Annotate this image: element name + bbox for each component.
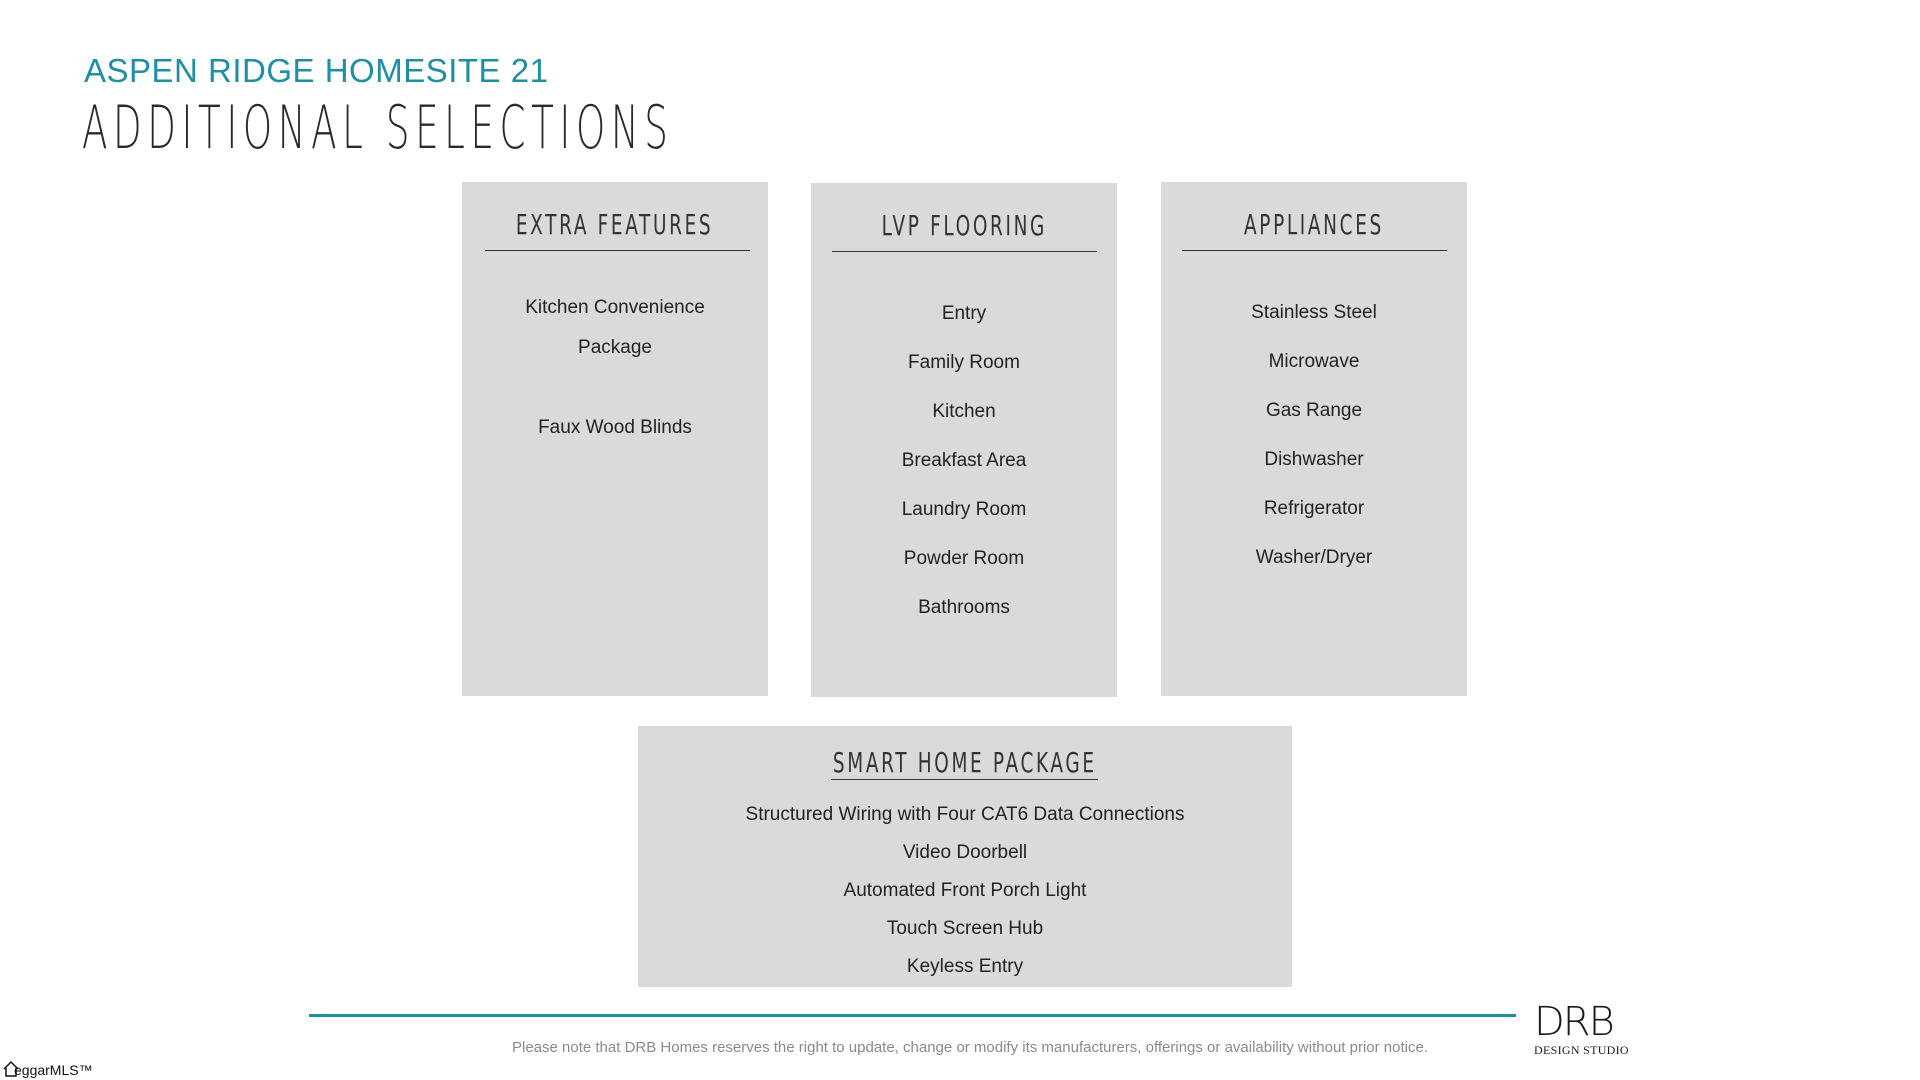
- list-item: Refrigerator: [1263, 498, 1365, 519]
- list-item: Stainless Steel: [1251, 302, 1377, 323]
- lvp-flooring-panel: [811, 183, 1117, 697]
- list-item: Kitchen: [932, 401, 996, 422]
- logo-subtitle: DESIGN STUDIO: [1534, 1043, 1629, 1057]
- homesite-subtitle: ASPEN RIDGE HOMESITE 21: [84, 52, 549, 89]
- list-item: Bathrooms: [918, 597, 1010, 618]
- lvp-flooring-title: LVP FLOORING: [881, 209, 1047, 242]
- appliances-list: [1161, 288, 1467, 582]
- smart-home-divider: [831, 779, 1098, 780]
- drb-design-studio-logo: [1530, 1001, 1630, 1059]
- extra-features-list: [462, 288, 768, 448]
- appliances-title: APPLIANCES: [1244, 208, 1384, 241]
- list-item: Washer/Dryer: [1255, 547, 1373, 568]
- list-item: Microwave: [1268, 351, 1360, 372]
- list-item: Laundry Room: [901, 499, 1027, 520]
- list-item: Faux Wood Blinds: [538, 417, 692, 438]
- list-item: Package: [578, 337, 652, 358]
- smart-home-panel: [638, 726, 1292, 987]
- list-item: Powder Room: [903, 548, 1025, 569]
- disclaimer-text: Please note that DRB Homes reserves the right to update, change or modify its manufacturers, offerings or availability without prior notice.: [511, 1039, 1428, 1056]
- list-item: Video Doorbell: [902, 842, 1028, 863]
- page-title: ADDITIONAL SELECTIONS: [82, 93, 674, 163]
- list-item: Keyless Entry: [906, 956, 1024, 977]
- list-item: Entry: [941, 303, 987, 324]
- list-item: Kitchen Convenience: [525, 297, 705, 318]
- logo-mark: DRB: [1534, 999, 1613, 1045]
- extra-features-panel: [462, 182, 768, 696]
- list-item: Touch Screen Hub: [886, 918, 1044, 939]
- list-item: Breakfast Area: [901, 450, 1027, 471]
- list-item: Structured Wiring with Four CAT6 Data Connections: [745, 804, 1185, 825]
- list-item: Dishwasher: [1264, 449, 1364, 470]
- extra-features-divider: [485, 250, 750, 251]
- appliances-divider: [1182, 250, 1447, 251]
- lvp-flooring-list: [811, 289, 1117, 632]
- list-item: Family Room: [908, 352, 1020, 373]
- list-item: Gas Range: [1265, 400, 1363, 421]
- smart-home-title: SMART HOME PACKAGE: [833, 746, 1097, 779]
- lvp-flooring-divider: [832, 251, 1097, 252]
- mls-watermark: [0, 1060, 100, 1080]
- extra-features-title: EXTRA FEATURES: [516, 208, 714, 241]
- appliances-panel: [1161, 182, 1467, 696]
- footer-divider: [309, 1014, 1516, 1017]
- list-item: Automated Front Porch Light: [843, 880, 1087, 901]
- mls-label: eggarMLS™: [14, 1062, 93, 1078]
- smart-home-list: [638, 796, 1292, 986]
